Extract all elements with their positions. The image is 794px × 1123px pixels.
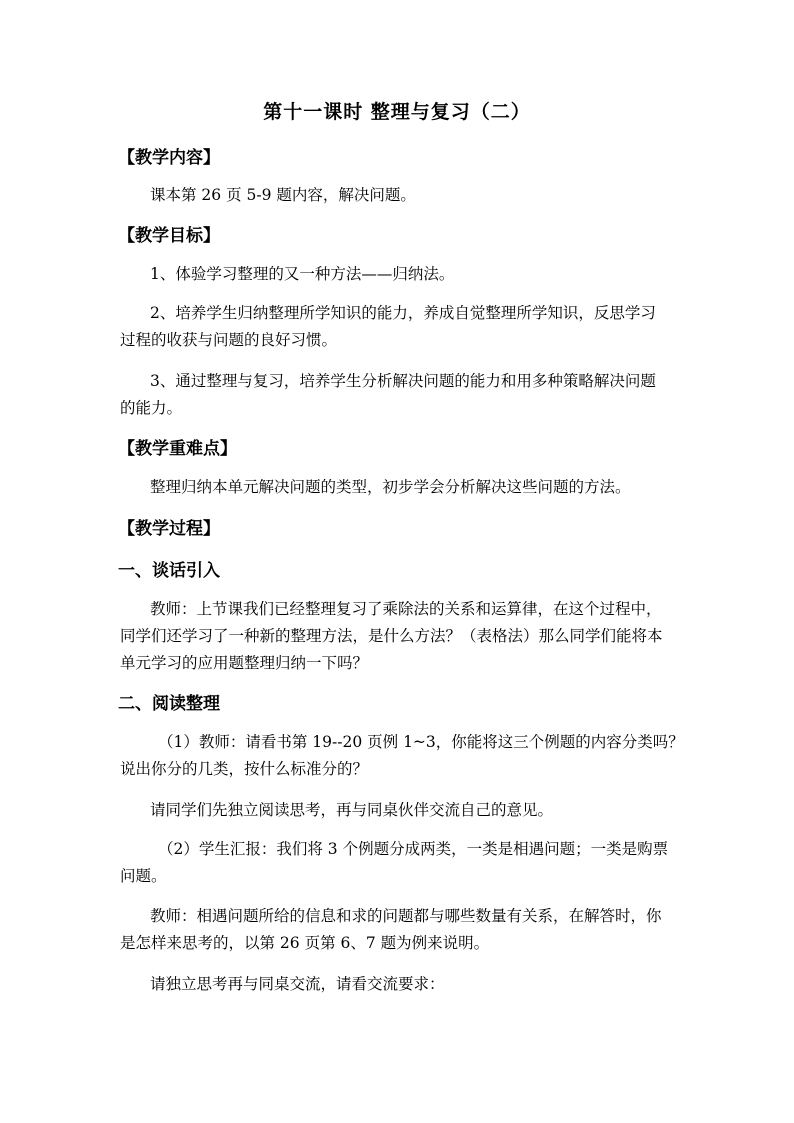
part-1-line-1: 教师：上节课我们已经整理复习了乘除法的关系和运算律，在这个过程中， [150, 600, 662, 618]
part-1-line-2: 同学们还学习了一种新的整理方法，是什么方法？（表格法）那么同学们能将本 [120, 627, 663, 645]
key-points-text: 整理归纳本单元解决问题的类型，初步学会分析解决这些问题的方法。 [150, 478, 631, 496]
goal-1: 1、体验学习整理的又一种方法——归纳法。 [150, 265, 455, 283]
part-2-item-2-line-1: （2）学生汇报：我们将 3 个例题分成两类，一类是相遇问题；一类是购票 [158, 840, 669, 858]
part-2-instruction: 请同学们先独立阅读思考，再与同桌伙伴交流自己的意见。 [150, 801, 554, 819]
goal-2-line-1: 2、培养学生归纳整理所学知识的能力，养成自觉整理所学知识，反思学习 [150, 304, 656, 322]
page-title: 第十一课时 整理与复习（二） [263, 101, 531, 123]
goal-3-line-1: 3、通过整理与复习，培养学生分析解决问题的能力和用多种策略解决问题 [150, 372, 656, 390]
part-2-exchange-requirement: 请独立思考再与同桌交流，请看交流要求： [150, 975, 445, 993]
part-2-item-1-line-2: 说出你分的几类，按什么标准分的？ [120, 760, 369, 778]
section-heading-goals: 【教学目标】 [118, 226, 220, 246]
part-2-item-2-line-2: 问题。 [120, 867, 167, 885]
section-heading-process: 【教学过程】 [118, 519, 220, 539]
content-text: 课本第 26 页 5-9 题内容，解决问题。 [150, 186, 416, 204]
part-2-item-1-line-1: （1）教师：请看书第 19--20 页例 1~3，你能将这三个例题的内容分类吗？ [158, 733, 684, 751]
part-2-heading: 二、阅读整理 [118, 694, 220, 714]
part-1-heading: 一、谈话引入 [118, 561, 220, 581]
section-heading-content: 【教学内容】 [118, 148, 220, 168]
part-1-line-3: 单元学习的应用题整理归纳一下吗？ [120, 654, 369, 672]
section-heading-key-points: 【教学重难点】 [118, 439, 237, 459]
part-2-teacher-line-2: 是怎样来思考的，以第 26 页第 6、7 题为例来说明。 [120, 934, 490, 952]
goal-3-line-2: 的能力。 [120, 399, 183, 417]
part-2-teacher-line-1: 教师：相遇问题所给的信息和求的问题都与哪些数量有关系，在解答时，你 [150, 907, 662, 925]
goal-2-line-2: 过程的收获与问题的良好习惯。 [120, 331, 338, 349]
